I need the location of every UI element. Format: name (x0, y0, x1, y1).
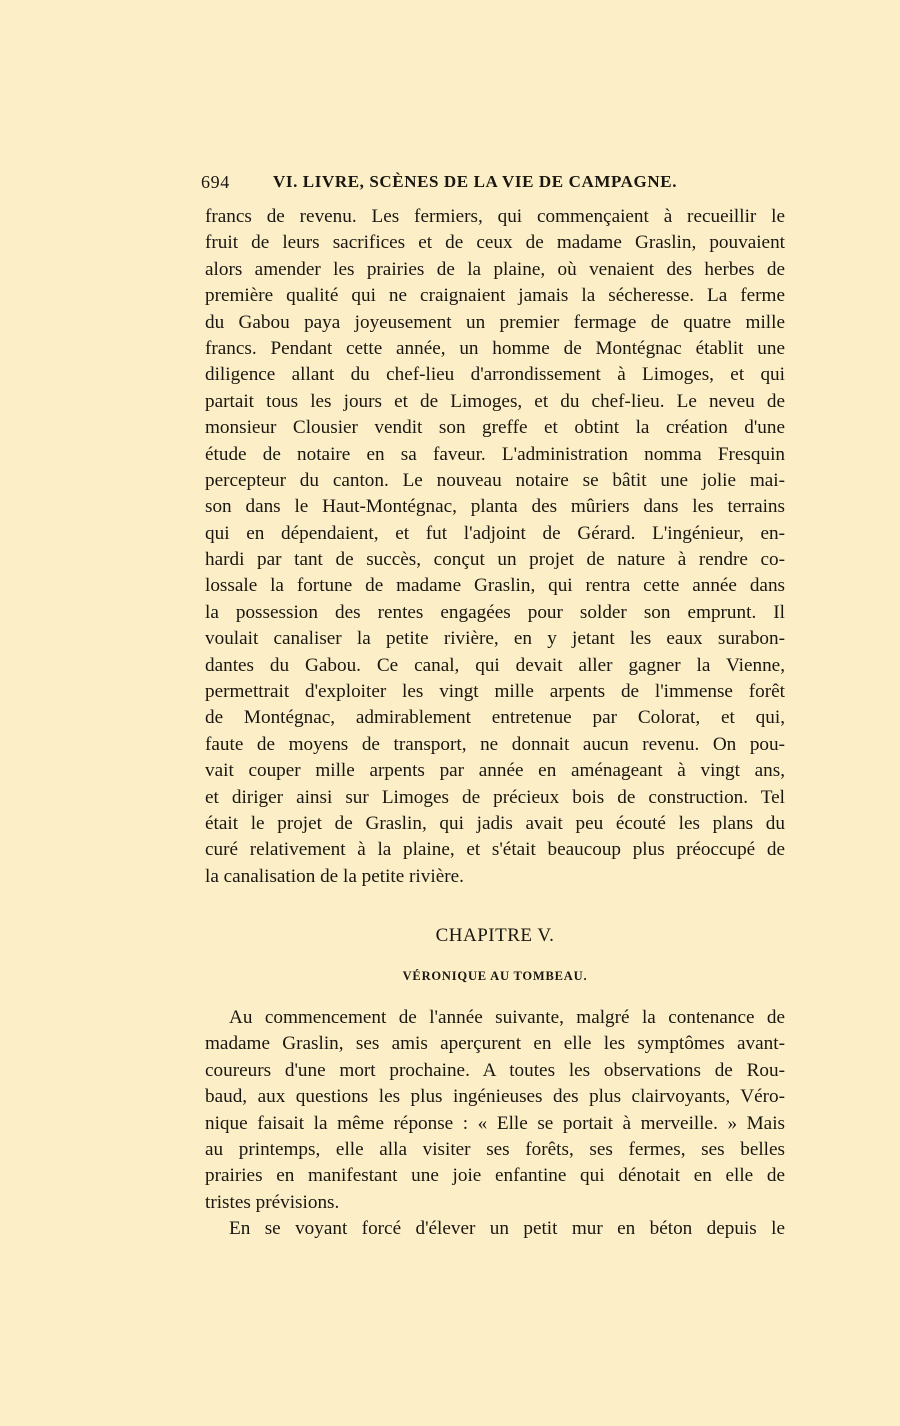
text-line: nique faisait la même réponse : « Elle se portait à merveille. » Mais (205, 1112, 785, 1134)
paragraph-continuation (205, 204, 785, 890)
text-line: francs de revenu. Les fermiers, qui commençaient à recueillir le (205, 206, 785, 227)
text-line: monsieur Clousier vendit son greffe et obtint la création d'une (205, 417, 785, 439)
text-line: En se voyant forcé d'élever un petit mur en béton depuis le (229, 1218, 785, 1240)
text-line: du Gabou paya joyeusement un premier fermage de quatre mille (205, 311, 785, 333)
chapter-title: CHAPITRE V. (435, 925, 555, 946)
text-line: première qualité qui ne craignaient jamais la sécheresse. La ferme (205, 285, 785, 307)
text-line: dantes du Gabou. Ce canal, qui devait aller gagner la Vienne, (205, 654, 785, 676)
chapter-opening-text (205, 1005, 785, 1243)
text-line: tristes prévisions. (205, 1191, 340, 1213)
running-header (201, 172, 801, 198)
text-line: alors amender les prairies de la plaine, où venaient des herbes de (205, 258, 785, 280)
text-line: vait couper mille arpents par année en aménageant à vingt ans, (205, 760, 785, 782)
text-line: permettrait d'exploiter les vingt mille arpents de l'immense forêt (205, 681, 785, 703)
text-line: francs. Pendant cette année, un homme de Montégnac établit une (205, 337, 785, 359)
text-line: étude de notaire en sa faveur. L'administration nomma Fresquin (205, 443, 785, 465)
text-line: la canalisation de la petite rivière. (205, 865, 464, 887)
text-line: fruit de leurs sacrifices et de ceux de madame Graslin, pouvaient (205, 232, 785, 254)
text-line: partait tous les jours et de Limoges, et du chef-lieu. Le neveu de (205, 390, 785, 412)
text-line: prairies en manifestant une joie enfantine qui dénotait en elle de (205, 1165, 785, 1187)
page-number: 694 (201, 172, 230, 192)
text-line: son dans le Haut-Montégnac, planta des mûriers dans les terrains (205, 496, 785, 518)
text-line: la possession des rentes engagées pour solder son emprunt. Il (205, 601, 785, 623)
text-line: diligence allant du chef-lieu d'arrondissement à Limoges, et qui (205, 364, 785, 386)
text-line: au printemps, elle alla visiter ses forêts, ses fermes, ses belles (205, 1138, 785, 1160)
chapter-subtitle: VÉRONIQUE AU TOMBEAU. (402, 969, 588, 983)
text-line: voulait canaliser la petite rivière, en y jetant les eaux surabon- (205, 628, 785, 650)
text-line: était le projet de Graslin, qui jadis avait peu écouté les plans du (205, 812, 785, 834)
text-line: faute de moyens de transport, ne donnait aucun revenu. On pou- (205, 733, 785, 755)
text-line: hardi par tant de succès, conçut un projet de nature à rendre co- (205, 549, 785, 571)
text-line: lossale la fortune de madame Graslin, qui rentra cette année dans (205, 575, 785, 597)
text-line: et diriger ainsi sur Limoges de précieux bois de construction. Tel (205, 786, 785, 808)
text-line: qui en dépendaient, et fut l'adjoint de Gérard. L'ingénieur, en- (205, 522, 785, 544)
text-line: percepteur du canton. Le nouveau notaire se bâtit une jolie mai- (205, 469, 785, 491)
text-line: baud, aux questions les plus ingénieuses des plus clairvoyants, Véro- (205, 1086, 785, 1108)
text-line: madame Graslin, ses amis aperçurent en elle les symptômes avant- (205, 1033, 785, 1055)
text-line: curé relativement à la plaine, et s'était beaucoup plus préoccupé de (205, 839, 785, 861)
running-title: VI. LIVRE, SCÈNES DE LA VIE DE CAMPAGNE. (273, 172, 678, 191)
text-line: de Montégnac, admirablement entretenue par Colorat, et qui, (205, 707, 785, 729)
text-line: Au commencement de l'année suivante, malgré la contenance de (229, 1007, 785, 1028)
text-line: coureurs d'une mort prochaine. A toutes les observations de Rou- (205, 1059, 785, 1081)
